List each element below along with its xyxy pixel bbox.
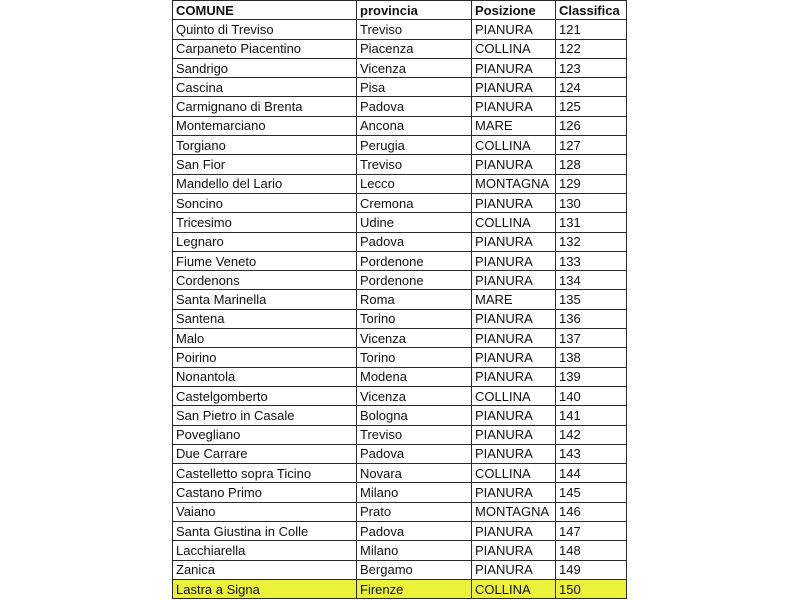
cell-provincia[interactable]: Padova bbox=[357, 444, 472, 463]
cell-posizione[interactable]: COLLINA bbox=[472, 136, 556, 155]
cell-comune[interactable]: Mandello del Lario bbox=[173, 174, 357, 193]
cell-classifica[interactable]: 136 bbox=[556, 309, 627, 328]
cell-comune[interactable]: San Fior bbox=[173, 155, 357, 174]
cell-comune[interactable]: Povegliano bbox=[173, 425, 357, 444]
table-row bbox=[173, 560, 627, 579]
cell-classifica[interactable]: 148 bbox=[556, 541, 627, 560]
cell-comune[interactable]: Nonantola bbox=[173, 367, 357, 386]
table-row-highlighted bbox=[173, 579, 627, 598]
table-row bbox=[173, 386, 627, 405]
cell-posizione[interactable]: PIANURA bbox=[472, 367, 556, 386]
cell-classifica[interactable]: 140 bbox=[556, 386, 627, 405]
cell-provincia[interactable]: Piacenza bbox=[357, 39, 472, 58]
cell-comune[interactable]: Lacchiarella bbox=[173, 541, 357, 560]
cell-classifica[interactable]: 137 bbox=[556, 329, 627, 348]
table-row bbox=[173, 522, 627, 541]
cell-posizione[interactable]: COLLINA bbox=[472, 464, 556, 483]
cell-provincia[interactable]: Treviso bbox=[357, 155, 472, 174]
cell-provincia[interactable]: Pordenone bbox=[357, 271, 472, 290]
cell-classifica[interactable]: 141 bbox=[556, 406, 627, 425]
cell-provincia[interactable]: Prato bbox=[357, 502, 472, 521]
cell-classifica[interactable]: 147 bbox=[556, 522, 627, 541]
cell-posizione[interactable]: COLLINA bbox=[472, 579, 556, 598]
cell-provincia[interactable]: Bergamo bbox=[357, 560, 472, 579]
cell-classifica[interactable]: 127 bbox=[556, 136, 627, 155]
cell-classifica[interactable]: 146 bbox=[556, 502, 627, 521]
table-row bbox=[173, 290, 627, 309]
header-row bbox=[173, 1, 627, 20]
cell-provincia[interactable]: Treviso bbox=[357, 20, 472, 39]
cell-posizione[interactable]: PIANURA bbox=[472, 309, 556, 328]
table-body bbox=[173, 20, 627, 599]
cell-provincia[interactable]: Vicenza bbox=[357, 329, 472, 348]
cell-provincia[interactable]: Cremona bbox=[357, 193, 472, 212]
header-comune[interactable]: COMUNE bbox=[173, 1, 357, 20]
table-row bbox=[173, 367, 627, 386]
table-row bbox=[173, 58, 627, 77]
cell-classifica[interactable]: 131 bbox=[556, 213, 627, 232]
table-row bbox=[173, 116, 627, 135]
cell-provincia[interactable]: Milano bbox=[357, 483, 472, 502]
table-row bbox=[173, 20, 627, 39]
table-row bbox=[173, 329, 627, 348]
cell-posizione[interactable]: PIANURA bbox=[472, 251, 556, 270]
cell-classifica[interactable]: 138 bbox=[556, 348, 627, 367]
cell-classifica[interactable]: 122 bbox=[556, 39, 627, 58]
cell-provincia[interactable]: Treviso bbox=[357, 425, 472, 444]
table-row bbox=[173, 78, 627, 97]
cell-classifica[interactable]: 145 bbox=[556, 483, 627, 502]
cell-posizione[interactable]: PIANURA bbox=[472, 193, 556, 212]
cell-posizione[interactable]: PIANURA bbox=[472, 425, 556, 444]
cell-comune[interactable]: Fiume Veneto bbox=[173, 251, 357, 270]
cell-posizione[interactable]: PIANURA bbox=[472, 271, 556, 290]
cell-provincia[interactable]: Ancona bbox=[357, 116, 472, 135]
spreadsheet-table-container bbox=[172, 0, 626, 599]
table-row bbox=[173, 406, 627, 425]
cell-provincia[interactable]: Vicenza bbox=[357, 58, 472, 77]
comuni-ranking-table bbox=[172, 0, 627, 599]
cell-comune[interactable]: Quinto di Treviso bbox=[173, 20, 357, 39]
cell-classifica[interactable]: 139 bbox=[556, 367, 627, 386]
cell-classifica[interactable]: 150 bbox=[556, 579, 627, 598]
cell-comune[interactable]: Santena bbox=[173, 309, 357, 328]
cell-posizione[interactable]: PIANURA bbox=[472, 444, 556, 463]
cell-provincia[interactable]: Milano bbox=[357, 541, 472, 560]
cell-provincia[interactable]: Padova bbox=[357, 522, 472, 541]
cell-posizione[interactable]: PIANURA bbox=[472, 329, 556, 348]
cell-comune[interactable]: San Pietro in Casale bbox=[173, 406, 357, 425]
cell-provincia[interactable]: Padova bbox=[357, 97, 472, 116]
cell-classifica[interactable]: 130 bbox=[556, 193, 627, 212]
cell-classifica[interactable]: 135 bbox=[556, 290, 627, 309]
table-row bbox=[173, 309, 627, 328]
cell-provincia[interactable]: Pisa bbox=[357, 78, 472, 97]
cell-posizione[interactable]: PIANURA bbox=[472, 483, 556, 502]
cell-comune[interactable]: Lastra a Signa bbox=[173, 579, 357, 598]
cell-classifica[interactable]: 124 bbox=[556, 78, 627, 97]
table-row bbox=[173, 464, 627, 483]
cell-posizione[interactable]: PIANURA bbox=[472, 406, 556, 425]
cell-posizione[interactable]: PIANURA bbox=[472, 20, 556, 39]
cell-posizione[interactable]: MARE bbox=[472, 116, 556, 135]
cell-comune[interactable]: Legnaro bbox=[173, 232, 357, 251]
cell-provincia[interactable]: Novara bbox=[357, 464, 472, 483]
cell-provincia[interactable]: Lecco bbox=[357, 174, 472, 193]
cell-posizione[interactable]: PIANURA bbox=[472, 522, 556, 541]
cell-comune[interactable]: Carpaneto Piacentino bbox=[173, 39, 357, 58]
cell-comune[interactable]: Castelletto sopra Ticino bbox=[173, 464, 357, 483]
cell-classifica[interactable]: 133 bbox=[556, 251, 627, 270]
cell-classifica[interactable]: 144 bbox=[556, 464, 627, 483]
header-provincia[interactable]: provincia bbox=[357, 1, 472, 20]
cell-classifica[interactable]: 132 bbox=[556, 232, 627, 251]
cell-posizione[interactable]: MONTAGNA bbox=[472, 174, 556, 193]
cell-comune[interactable]: Tricesimo bbox=[173, 213, 357, 232]
cell-provincia[interactable]: Roma bbox=[357, 290, 472, 309]
cell-comune[interactable]: Cascina bbox=[173, 78, 357, 97]
cell-classifica[interactable]: 142 bbox=[556, 425, 627, 444]
cell-comune[interactable]: Poirino bbox=[173, 348, 357, 367]
table-row bbox=[173, 97, 627, 116]
cell-provincia[interactable]: Torino bbox=[357, 309, 472, 328]
cell-posizione[interactable]: PIANURA bbox=[472, 232, 556, 251]
cell-comune[interactable]: Santa Giustina in Colle bbox=[173, 522, 357, 541]
cell-posizione[interactable]: COLLINA bbox=[472, 39, 556, 58]
cell-comune[interactable]: Torgiano bbox=[173, 136, 357, 155]
header-classifica[interactable]: Classifica bbox=[556, 1, 627, 20]
cell-comune[interactable]: Vaiano bbox=[173, 502, 357, 521]
cell-provincia[interactable]: Bologna bbox=[357, 406, 472, 425]
cell-comune[interactable]: Carmignano di Brenta bbox=[173, 97, 357, 116]
table-row bbox=[173, 232, 627, 251]
cell-posizione[interactable]: PIANURA bbox=[472, 348, 556, 367]
cell-posizione[interactable]: PIANURA bbox=[472, 560, 556, 579]
cell-provincia[interactable]: Torino bbox=[357, 348, 472, 367]
table-row bbox=[173, 39, 627, 58]
cell-posizione[interactable]: PIANURA bbox=[472, 58, 556, 77]
table-row bbox=[173, 155, 627, 174]
cell-posizione[interactable]: COLLINA bbox=[472, 386, 556, 405]
cell-comune[interactable]: Soncino bbox=[173, 193, 357, 212]
table-row bbox=[173, 271, 627, 290]
cell-comune[interactable]: Castelgomberto bbox=[173, 386, 357, 405]
cell-posizione[interactable]: PIANURA bbox=[472, 97, 556, 116]
cell-comune[interactable]: Malo bbox=[173, 329, 357, 348]
cell-provincia[interactable]: Modena bbox=[357, 367, 472, 386]
cell-comune[interactable]: Montemarciano bbox=[173, 116, 357, 135]
cell-classifica[interactable]: 129 bbox=[556, 174, 627, 193]
cell-classifica[interactable]: 143 bbox=[556, 444, 627, 463]
table-row bbox=[173, 213, 627, 232]
cell-classifica[interactable]: 149 bbox=[556, 560, 627, 579]
cell-comune[interactable]: Sandrigo bbox=[173, 58, 357, 77]
cell-posizione[interactable]: MARE bbox=[472, 290, 556, 309]
cell-provincia[interactable]: Perugia bbox=[357, 136, 472, 155]
cell-comune[interactable]: Santa Marinella bbox=[173, 290, 357, 309]
table-row bbox=[173, 502, 627, 521]
table-row bbox=[173, 348, 627, 367]
cell-classifica[interactable]: 128 bbox=[556, 155, 627, 174]
cell-comune[interactable]: Zanica bbox=[173, 560, 357, 579]
cell-classifica[interactable]: 123 bbox=[556, 58, 627, 77]
cell-classifica[interactable]: 126 bbox=[556, 116, 627, 135]
cell-provincia[interactable]: Pordenone bbox=[357, 251, 472, 270]
table-row bbox=[173, 444, 627, 463]
table-row bbox=[173, 193, 627, 212]
cell-classifica[interactable]: 125 bbox=[556, 97, 627, 116]
table-header bbox=[173, 1, 627, 20]
cell-posizione[interactable]: COLLINA bbox=[472, 213, 556, 232]
cell-provincia[interactable]: Vicenza bbox=[357, 386, 472, 405]
cell-posizione[interactable]: PIANURA bbox=[472, 78, 556, 97]
table-row bbox=[173, 136, 627, 155]
cell-posizione[interactable]: PIANURA bbox=[472, 541, 556, 560]
cell-posizione[interactable]: MONTAGNA bbox=[472, 502, 556, 521]
table-row bbox=[173, 483, 627, 502]
cell-comune[interactable]: Castano Primo bbox=[173, 483, 357, 502]
table-row bbox=[173, 425, 627, 444]
table-row bbox=[173, 541, 627, 560]
cell-classifica[interactable]: 134 bbox=[556, 271, 627, 290]
cell-comune[interactable]: Due Carrare bbox=[173, 444, 357, 463]
table-row bbox=[173, 251, 627, 270]
table-row bbox=[173, 174, 627, 193]
cell-provincia[interactable]: Padova bbox=[357, 232, 472, 251]
cell-provincia[interactable]: Firenze bbox=[357, 579, 472, 598]
cell-comune[interactable]: Cordenons bbox=[173, 271, 357, 290]
cell-posizione[interactable]: PIANURA bbox=[472, 155, 556, 174]
cell-provincia[interactable]: Udine bbox=[357, 213, 472, 232]
header-posizione[interactable]: Posizione bbox=[472, 1, 556, 20]
cell-classifica[interactable]: 121 bbox=[556, 20, 627, 39]
